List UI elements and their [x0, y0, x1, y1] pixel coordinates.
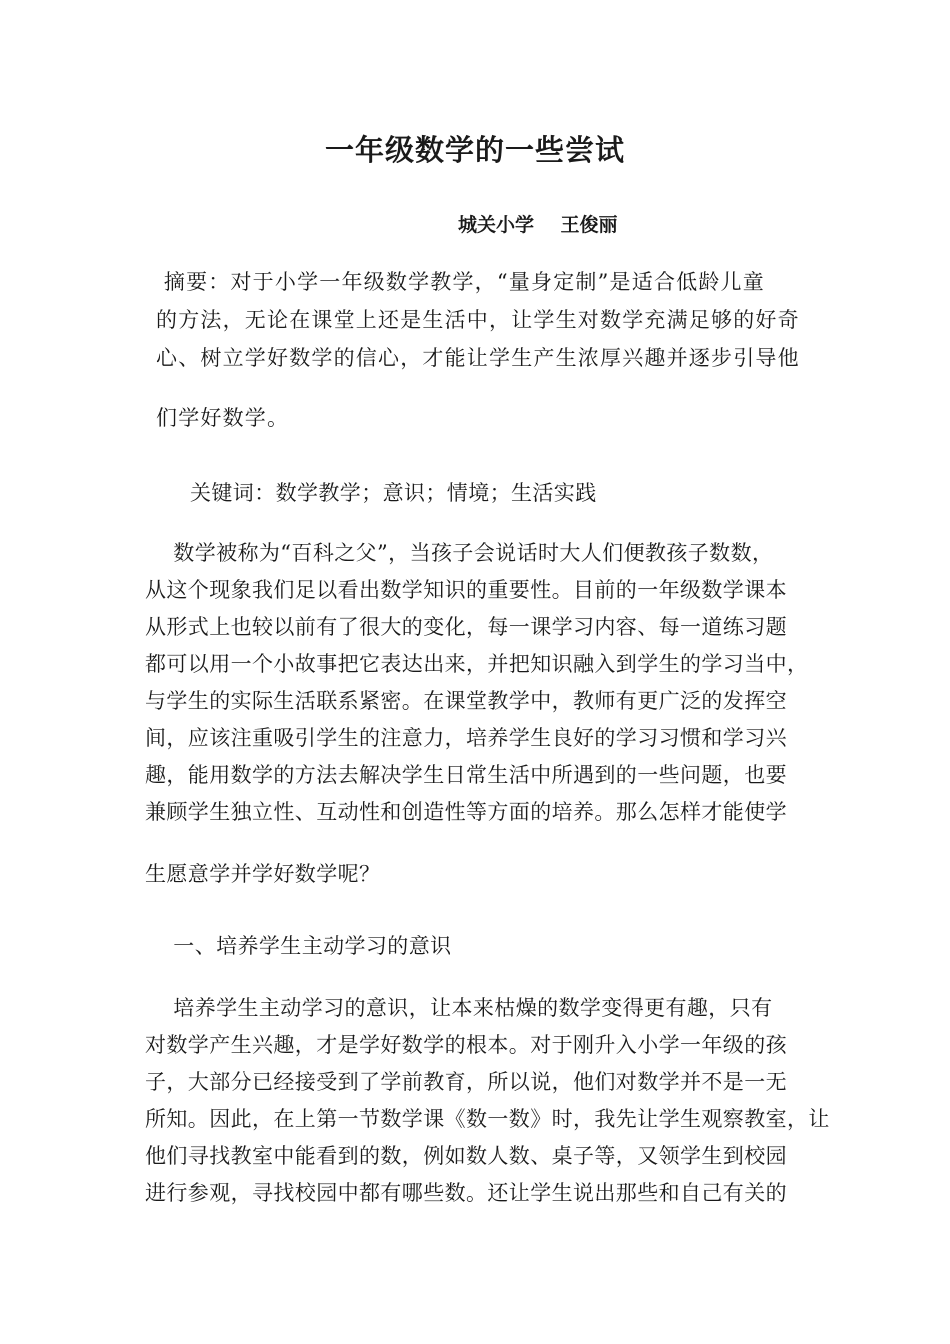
- paragraph-line: 从这个现象我们足以看出数学知识的重要性。目前的一年级数学课本: [145, 578, 787, 602]
- document-title: 一年级数学的一些尝试: [324, 133, 625, 167]
- abstract-line: 摘要：对于小学一年级数学教学，“量身定制”是适合低龄儿童: [156, 270, 765, 294]
- paragraph-line: 兼顾学生独立性、互动性和创造性等方面的培养。那么怎样才能使学: [145, 800, 787, 824]
- paragraph-line: 对数学产生兴趣，才是学好数学的根本。对于刚升入小学一年级的孩: [145, 1033, 787, 1057]
- keywords-line: 关键词：数学教学；意识；情境；生活实践: [190, 481, 597, 505]
- paragraph-line: 与学生的实际生活联系紧密。在课堂教学中，教师有更广泛的发挥空: [145, 689, 787, 713]
- paragraph-line: 间，应该注重吸引学生的注意力，培养学生良好的学习习惯和学习兴: [145, 726, 787, 750]
- paragraph-line: 都可以用一个小故事把它表达出来，并把知识融入到学生的学习当中，: [145, 652, 809, 676]
- abstract-line: 的方法，无论在课堂上还是生活中，让学生对数学充满足够的好奇: [156, 308, 800, 332]
- paragraph-line: 他们寻找教室中能看到的数，例如数人数、桌子等，又领学生到校园: [145, 1144, 787, 1168]
- paragraph-line: 数学被称为“百科之父”，当孩子会说话时大人们便教孩子数数，: [145, 541, 774, 565]
- paragraph-line: 所知。因此，在上第一节数学课《数一数》时，我先让学生观察教室，让: [145, 1107, 830, 1131]
- abstract-line: 们学好数学。: [156, 406, 290, 430]
- paragraph-line: 趣，能用数学的方法去解决学生日常生活中所遇到的一些问题，也要: [145, 763, 787, 787]
- paragraph-line: 培养学生主动学习的意识，让本来枯燥的数学变得更有趣，只有: [145, 996, 773, 1020]
- abstract-line: 心、树立学好数学的信心，才能让学生产生浓厚兴趣并逐步引导他: [156, 346, 800, 370]
- paragraph-line: 进行参观，寻找校园中都有哪些数。还让学生说出那些和自己有关的: [145, 1181, 787, 1205]
- author-line: 城关小学 王俊丽: [458, 214, 618, 236]
- section-heading: 一、培养学生主动学习的意识: [145, 934, 452, 958]
- paragraph-line: 生愿意学并学好数学呢？: [145, 862, 381, 886]
- paragraph-line: 从形式上也较以前有了很大的变化，每一课学习内容、每一道练习题: [145, 615, 787, 639]
- paragraph-line: 子，大部分已经接受到了学前教育，所以说，他们对数学并不是一无: [145, 1070, 787, 1094]
